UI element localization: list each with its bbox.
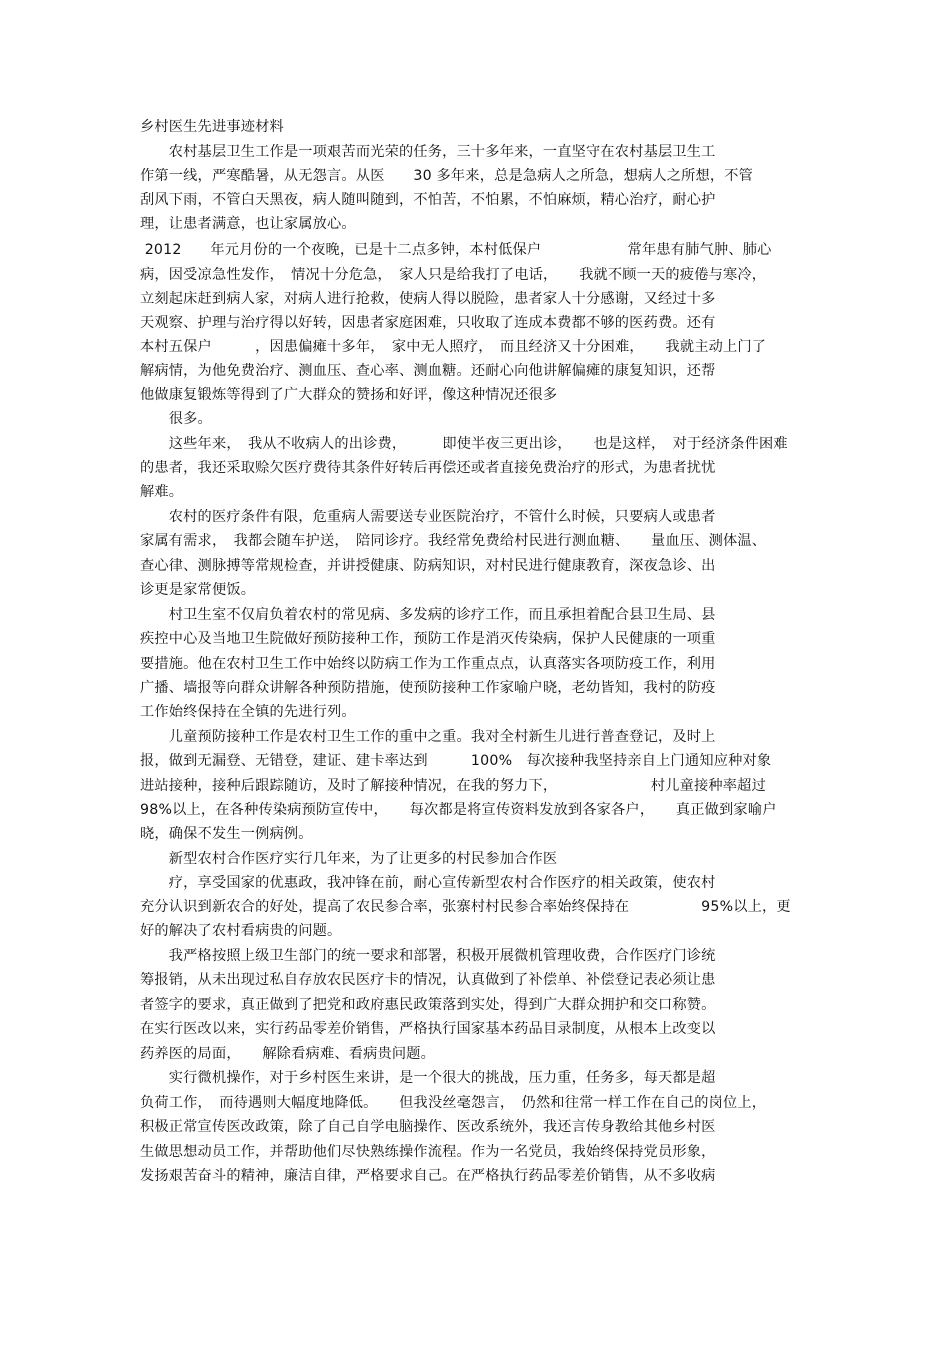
paragraph-line: 农村的医疗条件有限，危重病人需要送专业医院治疗，不管什么时候，只要病人或患者: [140, 509, 716, 525]
paragraph-line: 筹报销，从未出现过私自存放农民医疗卡的情况，认真做到了补偿单、补偿登记表必须让患: [140, 972, 716, 988]
paragraph-line: 晓，确保不发生一例病例。: [140, 826, 313, 842]
paragraph-line: 要措施。他在农村卫生工作中始终以防病工作为工作重点点，认真落实各项防疫工作，利用: [140, 656, 716, 672]
paragraph-line: 的患者，我还采取赊欠医疗费待其条件好转后再偿还或者直接免费治疗的形式，为患者扰忧: [140, 460, 716, 476]
paragraph-line: 药养医的局面， 解除看病难、看病贵问题。: [140, 1046, 436, 1062]
paragraph-line: 解病情，为他免费治疗、测血压、查心率、测血糖。还耐心向他讲解偏瘫的康复知识，还帮: [140, 363, 716, 379]
paragraph-line: 进站接种，接种后跟踪随访，及时了解接种情况，在我的努力下， 村儿童接种率超过: [140, 778, 766, 794]
paragraph-line: 负荷工作， 而待遇则大幅度地降低。 但我没丝毫怨言， 仍然和往常一样工作在自己的岗位上，: [140, 1095, 767, 1111]
paragraph-line: 我严格按照上级卫生部门的统一要求和部署，积极开展微机管理收费，合作医疗门诊统: [140, 948, 716, 964]
paragraph-line: 天观察、护理与治疗得以好转，因患者家庭困难，只收取了连成本费都不够的医药费。还有: [140, 315, 716, 331]
paragraph-line: 实行微机操作，对于乡村医生来讲，是一个很大的挑战，压力重，任务多，每天都是超: [140, 1070, 716, 1086]
paragraph-line: 解难。: [140, 484, 184, 500]
paragraph-line: 者签字的要求，真正做到了把党和政府惠民政策落到实处，得到广大群众拥护和交口称赞。: [140, 997, 716, 1013]
paragraph-line: 他做康复锻炼等得到了广大群众的赞扬和好评，像这种情况还很多: [140, 387, 558, 403]
paragraph-line: 好的解决了农村看病贵的问题。: [140, 923, 342, 939]
paragraph-line: 农村基层卫生工作是一项艰苦而光荣的任务，三十多年来，一直坚守在农村基层卫生工: [140, 144, 716, 160]
paragraph-line: 疾控中心及当地卫生院做好预防接种工作，预防工作是消灭传染病，保护人民健康的一项重: [140, 631, 716, 647]
paragraph-line: 充分认识到新农合的好处，提高了农民参合率，张寨村村民参合率始终保持在 95%以上，更: [140, 899, 791, 915]
paragraph-line: 理，让患者满意，也让家属放心。: [140, 216, 356, 232]
paragraph-line: 诊更是家常便饭。: [140, 582, 256, 598]
paragraph-line: 报，做到无漏登、无错登，建证、建卡率达到 100% 每次接种我坚持亲自上门通知应种对象: [140, 753, 772, 769]
paragraph-line: 在实行医改以来，实行药品零差价销售，严格执行国家基本药品目录制度，从根本上改变以: [140, 1021, 716, 1037]
paragraph-line: 新型农村合作医疗实行几年来，为了让更多的村民参加合作医: [140, 851, 558, 867]
paragraph-line: 立刻起床赶到病人家，对病人进行抢救，使病人得以脱险，患者家人十分感谢，又经过十多: [140, 291, 716, 307]
document-title: 乡村医生先进事迹材料: [140, 119, 284, 135]
paragraph-line: 疗，享受国家的优惠政，我冲锋在前，耐心宣传新型农村合作医疗的相关政策，使农村: [140, 875, 716, 891]
paragraph-line: 发扬艰苦奋斗的精神，廉洁自律，严格要求自己。在严格执行药品零差价销售，从不多收病: [140, 1168, 716, 1184]
paragraph-line: 98%以上，在各种传染病预防宣传中， 每次都是将宣传资料发放到各家各户， 真正做到家喻户: [140, 802, 777, 818]
paragraph-line: 儿童预防接种工作是农村卫生工作的重中之重。我对全村新生儿进行普查登记，及时上: [140, 729, 716, 745]
paragraph-line: 广播、墙报等向群众讲解各种预防措施，使预防接种工作家喻户晓，老幼皆知，我村的防疫: [140, 680, 716, 696]
paragraph-line: 查心律、测脉搏等常规检查，并讲授健康、防病知识，对村民进行健康教育，深夜急诊、出: [140, 558, 716, 574]
paragraph-line: 积极正常宣传医改政策，除了自己自学电脑操作、医改系统外，我还言传身教给其他乡村医: [140, 1119, 716, 1135]
paragraph-line: 病，因受凉急性发作， 情况十分危急， 家人只是给我打了电话， 我就不顾一天的疲倦与寒冷，: [140, 267, 767, 283]
paragraph-line: 这些年来， 我从不收病人的出诊费， 即使半夜三更出诊， 也是这样， 对于经济条件困难: [140, 436, 788, 452]
paragraph-line: 家属有需求， 我都会随车护送， 陪同诊疗。我经常免费给村民进行测血糖、 量血压、测体温、: [140, 533, 767, 549]
paragraph-line: 2012 年元月份的一个夜晚，已是十二点多钟，本村低保户 常年患有肺气肿、肺心: [140, 242, 772, 258]
paragraph-line: 工作始终保持在全镇的先进行列。: [140, 704, 356, 720]
paragraph-line: 刮风下雨，不管白天黑夜，病人随叫随到，不怕苦，不怕累，不怕麻烦，精心治疗，耐心护: [140, 192, 716, 208]
paragraph-line: 本村五保户 ，因患偏瘫十多年， 家中无人照疗， 而且经济又十分困难， 我就主动上门了: [140, 339, 767, 355]
paragraph-line: 很多。: [140, 411, 212, 427]
paragraph-line: 村卫生室不仅肩负着农村的常见病、多发病的诊疗工作，而且承担着配合县卫生局、县: [140, 607, 716, 623]
paragraph-line: 作第一线，严寒酷暑，从无怨言。从医 30 多年来，总是急病人之所急，想病人之所想，不管: [140, 168, 754, 184]
paragraph-line: 生做思想动员工作，并帮助他们尽快熟练操作流程。作为一名党员，我始终保持党员形象，: [140, 1144, 716, 1160]
